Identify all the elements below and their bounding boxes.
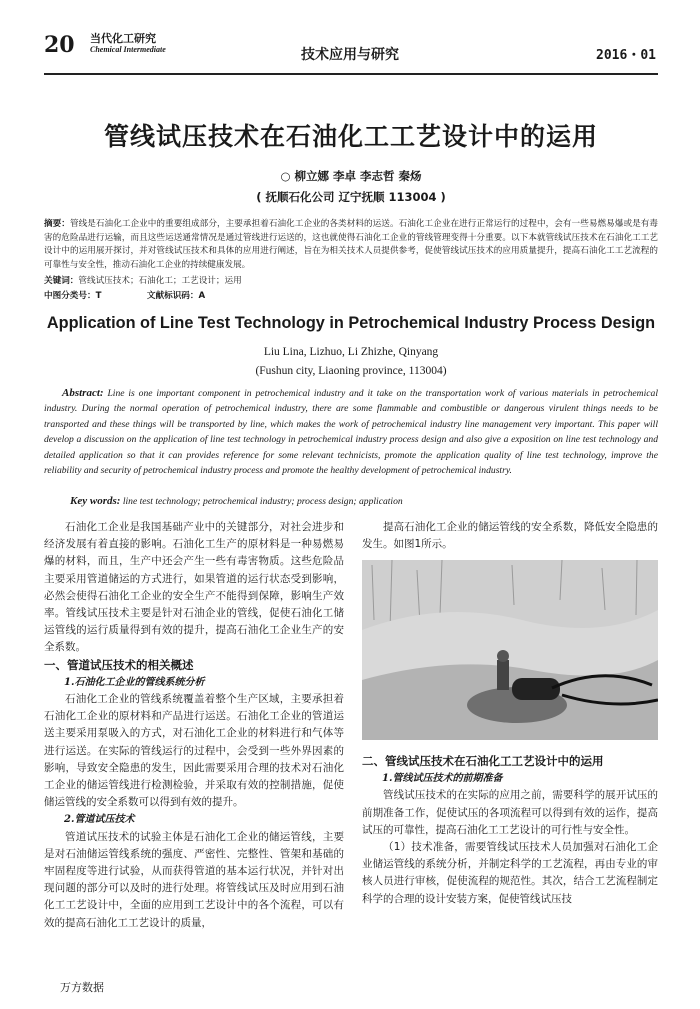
body-left-column <box>44 519 344 932</box>
article-title-cn: 管线试压技术在石油化工工艺设计中的运用 <box>103 122 598 151</box>
subsection-heading: 2.管道试压技术 <box>64 814 135 826</box>
affiliation-en: (Fushun city, Liaoning province, 113004) <box>255 365 447 377</box>
subsection-heading: 1.石油化工企业的管线系统分析 <box>64 676 205 688</box>
authors-en: Liu Lina, Lizhuo, Li Zhizhe, Qinyang <box>263 346 439 358</box>
paragraph: 提高石油化工企业的储运管线的安全系数，降低安全隐患的发生。如图1所示。 <box>362 521 658 551</box>
paragraph: 石油化工企业的管线系统覆盖着整个生产区域，主要承担着石油化工企业的原材料和产品进行运送。石油化工企业的管道运送主要采用泵吸入的方式，对石油化工企业的材料进行和气体等进行运送。在实际的管线运行的过程中，会受到一些外界因素的影响，导致安全隐患的发生，因此需要采用合理的技术对石油化工企业的储运管线进行检测检验，并采取有效的控制措施，促使储运管线的安全系数可以得到有效的提升。 <box>44 693 344 809</box>
doc-code-value: A <box>198 291 206 301</box>
keywords-en-label: Key words: <box>70 495 121 507</box>
journal-name-en: Chemical Intermediate <box>90 45 166 54</box>
affiliation-cn: ( 抚顺石化公司 辽宁抚顺 113004 ) <box>256 190 446 204</box>
body-right-column <box>362 753 658 908</box>
body-right-column-top <box>362 519 658 553</box>
page-number: 20 <box>44 32 75 58</box>
paragraph: 管线试压技术的在实际的应用之前，需要科学的展开试压的前期准备工作，促使试压的各项流程可以得到有效的运作，提高试压的可靠性，提高石油化工工艺设计的可行性与安全性。 <box>362 789 658 836</box>
section-heading: 一、管道试压技术的相关概述 <box>44 657 194 672</box>
doc-code-label: 文献标识码： <box>146 291 199 301</box>
header-rule <box>44 73 658 75</box>
abstract-en <box>44 386 658 478</box>
keywords-en <box>70 495 658 507</box>
keywords-label: 关键词： <box>44 276 79 286</box>
keywords-text-cn: 管线试压技术；石油化工；工艺设计；运用 <box>78 276 242 286</box>
abstract-en-label: Abstract: <box>62 387 104 399</box>
clc-value: T <box>95 291 102 301</box>
classification-line <box>44 289 658 301</box>
subsection-heading: 1.管线试压技术的前期准备 <box>382 773 503 785</box>
abstract-label: 摘要： <box>44 219 70 229</box>
section-heading: 二、管线试压技术在石油化工工艺设计中的运用 <box>362 754 604 768</box>
article-title-en: Application of Line Test Technology in Petrochemical Industry Process Design <box>46 314 656 332</box>
journal-name-cn: 当代化工研究 <box>90 32 156 45</box>
footer-source: 万方数据 <box>60 981 104 994</box>
figure-1-photo <box>362 560 658 740</box>
keywords-cn <box>44 274 658 286</box>
authors-cn: ○ 柳立娜 李卓 李志哲 秦炀 <box>280 169 422 183</box>
issue-number: 2016・01 <box>596 48 656 63</box>
abstract-cn <box>44 218 658 272</box>
paragraph: 石油化工企业是我国基础产业中的关键部分，对社会进步和经济发展有着直接的影响。石油化工生产的原材料是一种易燃易爆的材料，而且，生产中还会产生一些有毒害物质。这些危险品主要采用管道储运的方式进行，如果管道的运行状态受到影响，必然会使得石油化工企业的安全生产不能得到保障，影响生产效率。管线试压技术主要是针对石油企业的管线，促使石油化工储运管线的运行质量得到有效的提升，提高石油化工企业生产的安全系数。 <box>44 521 344 654</box>
clc-label: 中图分类号： <box>44 291 96 301</box>
abstract-text-cn: 管线是石油化工企业中的重要组成部分，主要承担着石油化工企业的各类材料的运送。石油化工企业在进行正常运行的过程中，会有一些易燃易爆或是有毒害的危险品进行运输，而且这些运送通常情况是通过管线进行运送的，这也就使得石油化工企业的管线管理变得十分重要。以下本就管线试压技术在石油化工工艺设计中的运用展开探讨，并对管线试压技术和具体的应用进行阐述，旨在为相关技术人员提供参考，促使管线试压技术的应用质量提升，提高石油化工工艺流程的可靠性与安全性，推动石油化工企业的持续健康发展。 <box>44 219 658 270</box>
paragraph: （1）技术准备，需要管线试压技术人员加强对石油化工企业储运管线的系统分析，并制定科学的工艺流程，再由专业的审核人员进行审核，促使流程的规范性。其次，结合工艺流程制定科学的合理的设计安装方案，促使管线试压技 <box>362 841 658 905</box>
pipeline-photo-illustration <box>362 560 658 740</box>
section-title: 技术应用与研究 <box>301 47 399 63</box>
keywords-text-en: line test technology; petrochemical industry; process design; application <box>122 496 403 507</box>
abstract-text-en: Line is one important component in petrochemical industry and it take on the transportation work of various materials in petrochemical industry. During the normal operation of petrochemical industry, there are some flammable and combustible or dangerous virulent things needs to be transported and these things will be transported by line, which makes the work of petrochemical industry line management very important. This paper will develop a discussion on the application of line test technology in petrochemical industry process design and also give a exposition on line test technology and detailed application so that it can provides reference for some relevant technicists, promote the application quality of line test technology, improve the reliability and security of petrochemical industry process and promote the healthy development of petrochemical industry. <box>44 388 658 477</box>
paragraph: 管道试压技术的试验主体是石油化工企业的储运管线，主要是对石油储运管线系统的强度、严密性、完整性、管架和基础的牢固程度等进行试验，从而获得管道的基本运行状况，并针对出现问题的部分可以及时的进行处理。将管线试压及时应用到石油化工工艺设计中，全面的应用到工艺设计中的各个流程，可以有效的提高石油化工工艺设计的质量， <box>44 830 344 929</box>
